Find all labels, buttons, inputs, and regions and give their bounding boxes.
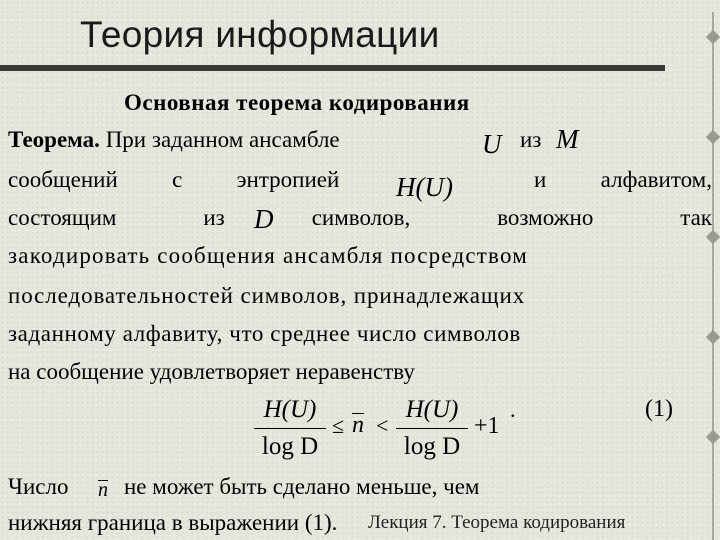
text-line-7: на сообщение удовлетворяет неравенству [8, 359, 415, 384]
side-decoration [706, 12, 720, 540]
text-word: возможно [497, 205, 594, 230]
equation-number: (1) [645, 396, 673, 422]
text-line-4: закодировать сообщения ансамбля посредством [8, 243, 528, 268]
plus-one: +1 [474, 413, 500, 439]
formula-period: . [510, 397, 516, 422]
theorem-heading: Основная теорема кодирования [124, 90, 470, 115]
text-fragment: из [520, 127, 542, 152]
text-word: алфавитом, [600, 167, 712, 192]
text-word: сообщений [8, 167, 118, 192]
slide-title: Теория информации [80, 14, 440, 55]
text-word: символов, [311, 205, 411, 230]
symbol-M: M [556, 124, 579, 154]
numerator: H(U) [263, 396, 317, 423]
symbol-n-bar: n [98, 479, 108, 501]
text-line-9: нижняя граница в выражении (1). [8, 510, 338, 535]
text-line-2 [8, 167, 712, 193]
symbol-entropy-H: H(U) [396, 172, 453, 202]
inequality-formula [254, 393, 534, 465]
text-word: состоящим [8, 205, 117, 230]
denominator: log D [403, 433, 461, 460]
fraction-left [254, 393, 326, 464]
denominator: log D [261, 433, 319, 460]
title-divider [0, 65, 665, 71]
text-word: из [203, 205, 225, 230]
text-line-6: заданному алфавиту, что среднее число символов [8, 321, 521, 346]
text-word: и [534, 167, 547, 192]
text-line-5: последовательностей символов, принадлежащих [8, 283, 526, 308]
text-line-8 [8, 474, 68, 500]
text-word: энтропией [236, 167, 340, 192]
fraction-bar [254, 428, 326, 429]
text-fragment: не может быть сделано меньше, чем [124, 474, 480, 499]
slide-footer: Лекция 7. Теорема кодирования [368, 512, 626, 533]
text-word: с [172, 167, 183, 192]
text-fragment: Число [8, 474, 69, 499]
text-word: так [680, 205, 712, 230]
relation-le: ≤ [332, 413, 345, 438]
symbol-U: U [482, 129, 502, 159]
text-line-3 [8, 205, 712, 231]
text-line-1 [8, 127, 340, 153]
fraction-right [396, 393, 468, 464]
symbol-D: D [254, 204, 274, 234]
numerator: H(U) [405, 396, 459, 423]
symbol-n-bar: n [352, 412, 364, 438]
relation-lt: < [376, 413, 389, 438]
text-fragment: При заданном ансамбле [99, 127, 340, 152]
fraction-bar [396, 428, 468, 429]
theorem-label: Теорема. [8, 127, 100, 152]
